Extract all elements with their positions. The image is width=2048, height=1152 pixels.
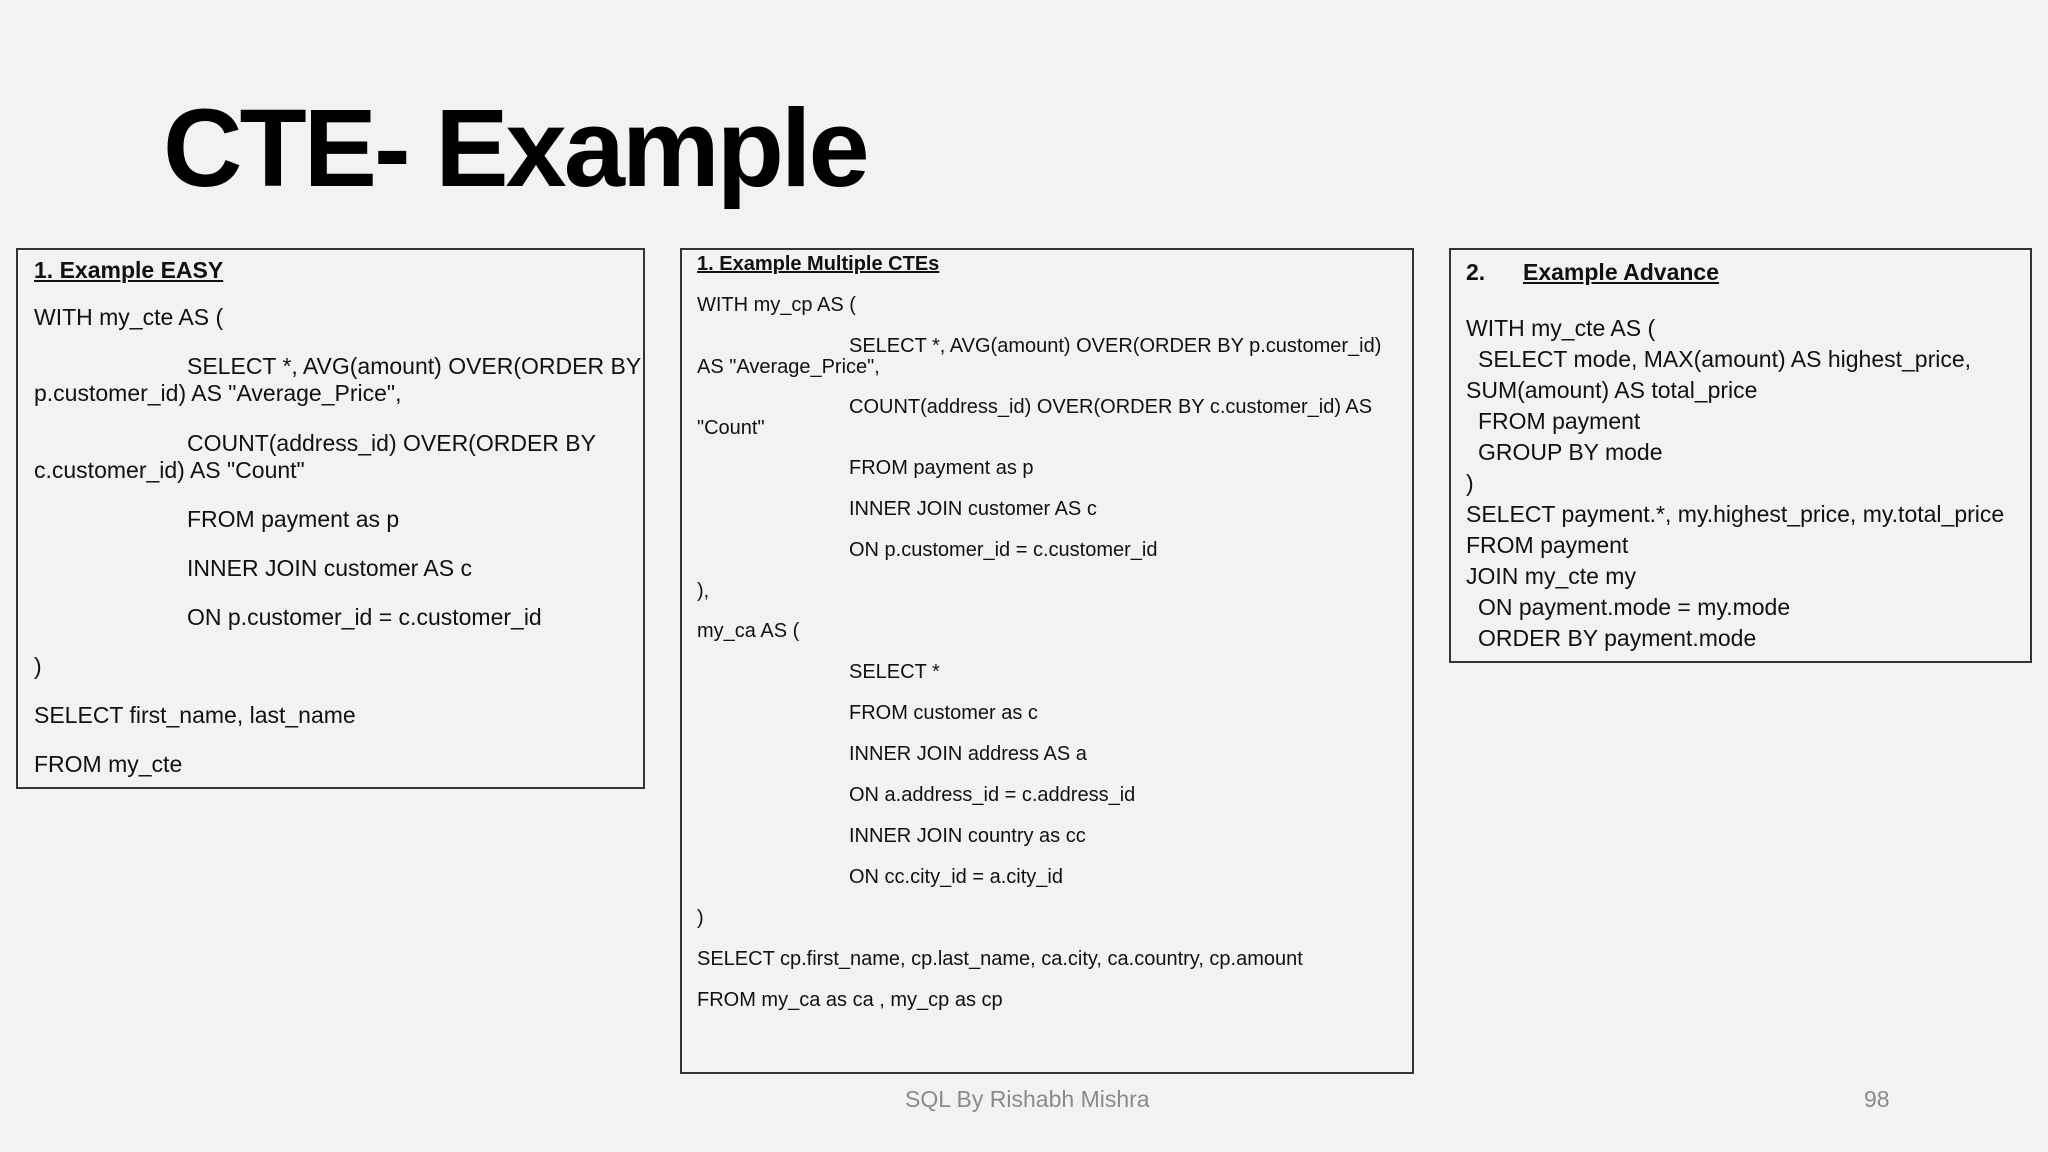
code-line: ) [697, 907, 704, 929]
code-line: ), [697, 580, 710, 602]
code-line: ORDER BY payment.mode [1478, 625, 1757, 651]
code-line: WITH my_cte AS ( [34, 304, 224, 330]
code-line: INNER JOIN address AS a [849, 743, 1087, 765]
code-line: SELECT *, AVG(amount) OVER(ORDER BY p.customer_id) [849, 335, 1382, 357]
code-line: WITH my_cte AS ( [1466, 315, 1656, 341]
code-line: WITH my_cp AS ( [697, 294, 856, 316]
code-line: COUNT(address_id) OVER(ORDER BY c.customer_id) AS [849, 396, 1373, 418]
code-line: FROM payment as p [187, 506, 400, 532]
code-line: SELECT *, AVG(amount) OVER(ORDER BY [187, 353, 642, 379]
code-line: GROUP BY mode [1478, 439, 1663, 465]
code-line: SELECT payment.*, my.highest_price, my.total_price [1466, 501, 2005, 527]
example-multiple-ctes-heading: 1. Example Multiple CTEs [697, 253, 940, 275]
code-line: c.customer_id) AS "Count" [34, 457, 305, 483]
code-line: FROM customer as c [849, 702, 1038, 724]
code-line: ON p.customer_id = c.customer_id [187, 604, 542, 630]
code-line: FROM my_ca as ca , my_cp as cp [697, 989, 1003, 1011]
code-line: p.customer_id) AS "Average_Price", [34, 380, 402, 406]
code-line: ON cc.city_id = a.city_id [849, 866, 1063, 888]
code-line: ON p.customer_id = c.customer_id [849, 539, 1158, 561]
code-line: JOIN my_cte my [1466, 563, 1636, 589]
code-line: ) [34, 653, 42, 679]
code-line: AS "Average_Price", [697, 356, 880, 378]
page-number: 98 [1864, 1086, 1890, 1112]
code-line: INNER JOIN customer AS c [849, 498, 1097, 520]
code-line: INNER JOIN country as cc [849, 825, 1086, 847]
code-line: FROM payment as p [849, 457, 1034, 479]
code-line: FROM payment [1466, 532, 1629, 558]
example-advance-heading-number: 2. [1466, 259, 1486, 285]
code-line: my_ca AS ( [697, 620, 800, 642]
example-advance-box [1449, 248, 2032, 663]
code-line: INNER JOIN customer AS c [187, 555, 473, 581]
code-line: ON payment.mode = my.mode [1478, 594, 1791, 620]
code-line: SELECT mode, MAX(amount) AS highest_price, [1478, 346, 1972, 372]
code-line: ) [1466, 470, 1474, 496]
slide-title: CTE- Example [163, 87, 867, 210]
example-multiple-ctes-box [680, 248, 1414, 1074]
code-line: "Count" [697, 417, 765, 439]
code-line: COUNT(address_id) OVER(ORDER BY [187, 430, 596, 456]
code-line: SELECT * [849, 661, 940, 683]
code-line: SELECT first_name, last_name [34, 702, 356, 728]
code-line: ON a.address_id = c.address_id [849, 784, 1136, 806]
code-line: FROM payment [1478, 408, 1641, 434]
footer-author: SQL By Rishabh Mishra [905, 1086, 1150, 1112]
code-line: FROM my_cte [34, 751, 183, 777]
example-easy-box [16, 248, 645, 789]
code-line: SUM(amount) AS total_price [1466, 377, 1758, 403]
example-easy-heading: 1. Example EASY [34, 257, 224, 283]
example-advance-heading: Example Advance [1523, 259, 1720, 285]
code-line: SELECT cp.first_name, cp.last_name, ca.city, ca.country, cp.amount [697, 948, 1303, 970]
